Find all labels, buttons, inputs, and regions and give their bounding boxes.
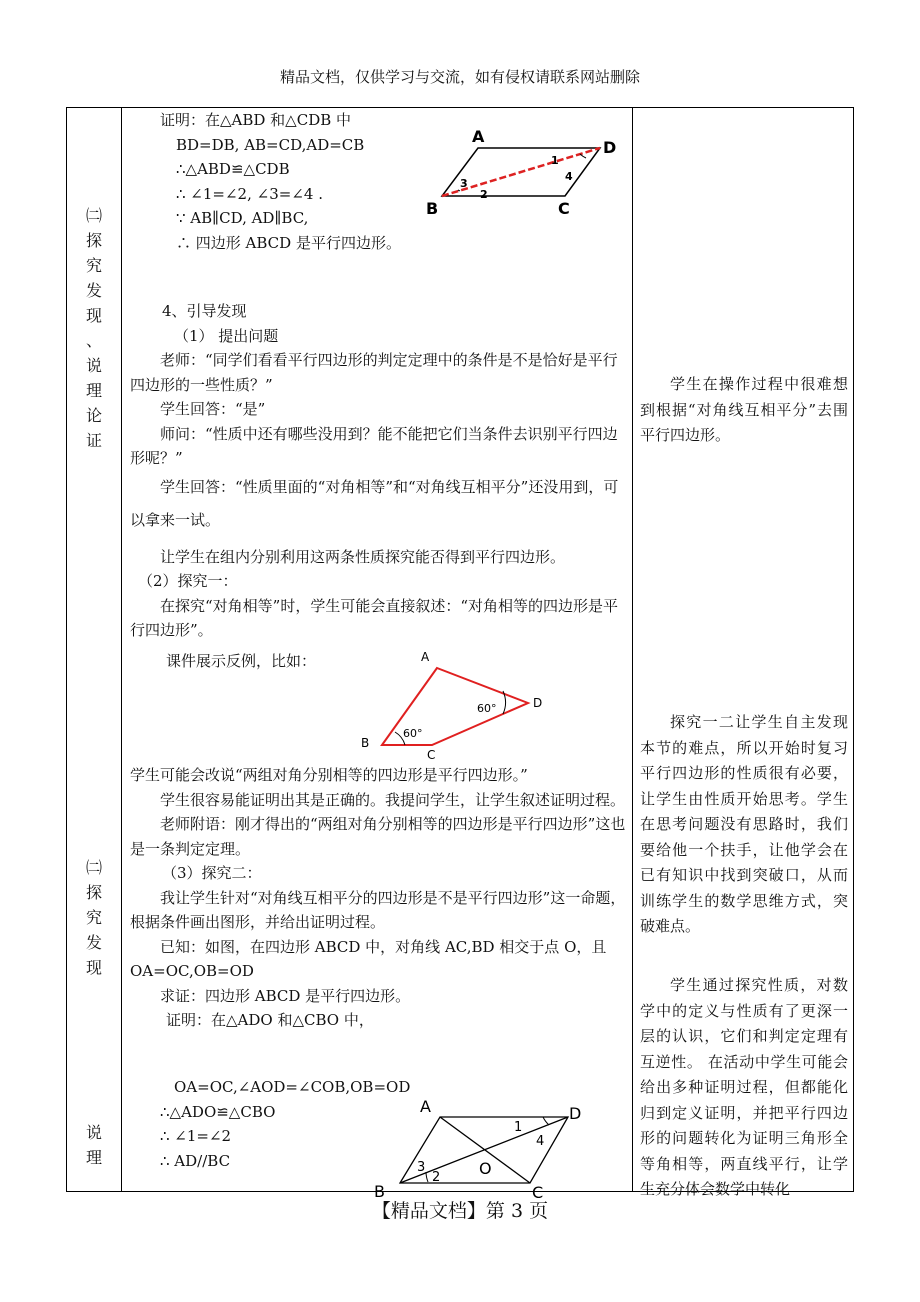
angle-D-value: 60° [477, 702, 497, 715]
proof-block-1 [160, 108, 420, 255]
angle-2: 2 [480, 188, 488, 201]
proof-line: ∵ AB∥CD, AD∥BC, [176, 209, 309, 227]
side-note-3: 学生通过探究性质，对数学中的定义与性质有了更深一层的认识，它们和判定定理有互逆性。 在活动中学生可能会给出多种证明过程，但都能化归到定义证明，并把平行四边形的问题转化为证明三角形全等角相等，两直线平行，让学生充分体会数学中转化 [640, 976, 848, 1198]
label-B: B [426, 199, 439, 218]
proof-line: ∴△ADO≌△CBO [160, 1102, 276, 1121]
discussion-block-1 [130, 299, 626, 673]
section-label-explore-reason: ㈡ 探 究 发 现 、 说 理 论 证 [85, 206, 102, 450]
angle-2: 2 [432, 1170, 441, 1185]
page-footer: 【精品文档】第 3 页 [371, 1200, 549, 1222]
side-note-2: 探究一二让学生自主发现本节的难点，所以开始时复习平行四边形的性质很有必要，让学生由性质开始思考。学生在思考问题没有思路时，我们要给他一个扶手，让他学会在已有知识中找到突破口，从而训练学生的数学思维方式，突破难点。 [640, 713, 848, 935]
parallelogram-figure-2 [368, 1095, 598, 1200]
paragraph: 学生很容易能证明出其是正确的。我提问学生，让学生叙述证明过程。 [160, 790, 626, 809]
proof-line: ∴△ABD≌△CDB [176, 160, 290, 178]
paragraph: 在探究“对角相等”时，学生可能会直接叙述：“对角相等的四边形是平行四边形”。 [130, 596, 619, 639]
label-B: B [374, 1182, 385, 1200]
column-divider-2 [632, 107, 633, 1192]
label-C: C [558, 199, 570, 218]
label-A: A [421, 650, 430, 664]
section-label-explore: ㈡ 探 究 发 现 [85, 858, 102, 977]
page-header: 精品文档，仅供学习与交流，如有侵权请联系网站删除 [279, 68, 640, 86]
label-D: D [603, 138, 617, 157]
angle-4: 4 [536, 1134, 545, 1149]
paragraph: 已知：如图，在四边形 ABCD 中，对角线 AC,BD 相交于点 O，且 OA=OC,OB=OD [130, 937, 607, 980]
section-title: 4、引导发现 [162, 302, 247, 320]
angle-1: 1 [514, 1120, 523, 1135]
paragraph: 学生回答：“是” [160, 400, 266, 418]
proof-line: OA=OC,∠AOD=∠COB,OB=OD [174, 1078, 411, 1096]
paragraph: 让学生在组内分别利用这两条性质探究能否得到平行四边形。 [160, 547, 566, 566]
label-C: C [427, 748, 436, 760]
angle-B-value: 60° [403, 727, 423, 740]
label-C: C [532, 1183, 544, 1200]
label-D: D [569, 1104, 582, 1123]
proof-line: ∴ AD//BC [160, 1151, 231, 1170]
angle-3: 3 [417, 1160, 426, 1175]
label-O: O [479, 1159, 492, 1178]
proof-line: ∴ ∠1=∠2 [160, 1127, 232, 1145]
question-heading: （2）探究一： [138, 572, 238, 590]
paragraph: 课件展示反例，比如： [166, 651, 317, 670]
paragraph: 证明：在△ADO 和△CBO 中， [166, 1011, 374, 1029]
counter-example-figure [355, 648, 555, 760]
angle-1: 1 [551, 154, 559, 167]
side-note-1: 学生在操作过程中很难想到根据“对角线互相平分”去围平行四边形。 [640, 375, 848, 444]
parallelogram-figure-1 [420, 128, 630, 223]
paragraph: 求证：四边形 ABCD 是平行四边形。 [160, 986, 411, 1005]
label-A: A [472, 128, 485, 146]
label-B: B [361, 736, 370, 750]
question-heading: （3）探究二： [162, 864, 262, 882]
paragraph: 老师附语：刚才得出的“两组对角分别相等的四边形是平行四边形”这也是一条判定定理。 [130, 815, 626, 858]
paragraph: 学生回答：“性质里面的“对角相等”和“对角线互相平分”还没用到，可以拿来一试。 [130, 477, 619, 529]
proof-line: ∴ 四边形 ABCD 是平行四边形。 [176, 233, 401, 252]
paragraph: 老师：“同学们看看平行四边形的判定定理中的条件是不是恰好是平行四边形的一些性质？” [130, 351, 618, 394]
question-heading: （1） 提出问题 [174, 326, 279, 345]
label-A: A [420, 1097, 431, 1116]
paragraph: 师问：“性质中还有哪些没用到？能不能把它们当条件去识别平行四边形呢？” [130, 424, 618, 467]
paragraph: 我让学生针对“对角线互相平分的四边形是不是平行四边形”这一命题，根据条件画出图形，并给出证明过程。 [130, 888, 626, 931]
discussion-block-2 [130, 763, 626, 1033]
proof-line: 证明：在△ABD 和△CDB 中 [160, 111, 352, 129]
label-D: D [533, 696, 543, 710]
proof-line: ∴ ∠1=∠2, ∠3=∠4 . [176, 184, 323, 203]
paragraph: 学生可能会改说“两组对角分别相等的四边形是平行四边形。” [130, 766, 528, 784]
angle-4: 4 [565, 170, 573, 183]
angle-3: 3 [460, 177, 468, 190]
proof-line: BD=DB, AB=CD,AD=CB [176, 135, 365, 154]
section-label-reason: 说 理 [85, 1123, 102, 1167]
